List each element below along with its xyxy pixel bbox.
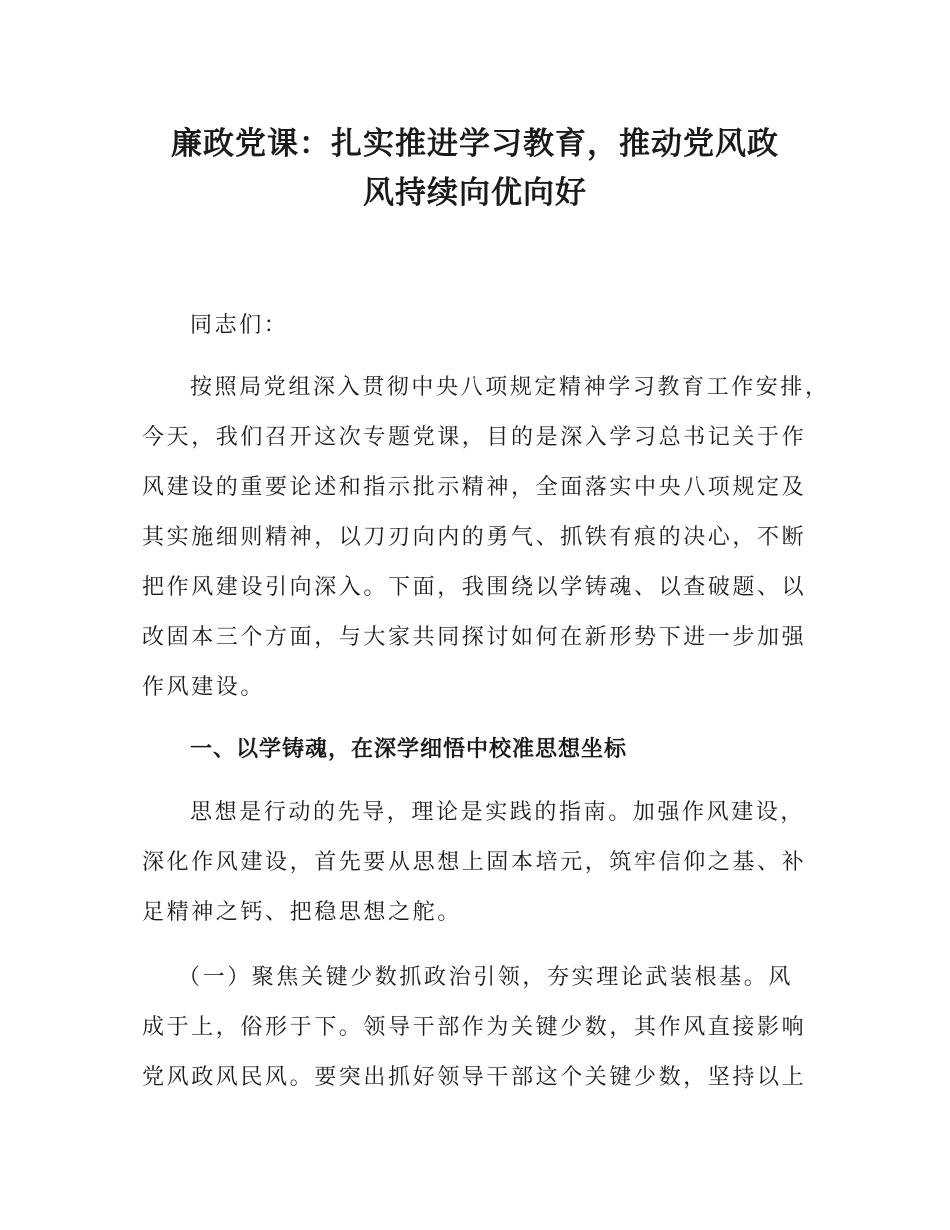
paragraph-1-line-7: 作风建设。 bbox=[142, 675, 266, 700]
paragraph-3-line-1: （一）聚焦关键少数抓政治引领，夯实理论武装根基。风 bbox=[178, 965, 794, 990]
paragraph-1-line-6: 改固本三个方面，与大家共同探讨如何在新形势下进一步加强 bbox=[142, 625, 807, 650]
section-heading-1: 一、以学铸魂，在深学细悟中校准思想坐标 bbox=[190, 737, 628, 762]
paragraph-1-line-5: 把作风建设引向深入。下面，我围绕以学铸魂、以查破题、以 bbox=[142, 575, 807, 600]
paragraph-1-line-1: 按照局党组深入贯彻中央八项规定精神学习教育工作安排， bbox=[190, 375, 830, 400]
salutation: 同志们： bbox=[190, 313, 289, 338]
document-title-line-2: 风持续向优向好 bbox=[363, 175, 587, 211]
paragraph-3-line-2: 成于上，俗形于下。领导干部作为关键少数，其作风直接影响 bbox=[142, 1015, 807, 1040]
document-title-line-1: 廉政党课：扎实推进学习教育，推动党风政 bbox=[171, 126, 779, 162]
paragraph-3-line-3: 党风政风民风。要突出抓好领导干部这个关键少数，坚持以上 bbox=[142, 1065, 807, 1090]
paragraph-2-line-1: 思想是行动的先导，理论是实践的指南。加强作风建设， bbox=[190, 800, 806, 825]
paragraph-1-line-2: 今天，我们召开这次专题党课，目的是深入学习总书记关于作 bbox=[142, 425, 807, 450]
paragraph-1-line-3: 风建设的重要论述和指示批示精神，全面落实中央八项规定及 bbox=[142, 475, 807, 500]
paragraph-2-line-3: 足精神之钙、把稳思想之舵。 bbox=[142, 900, 462, 925]
paragraph-2-line-2: 深化作风建设，首先要从思想上固本培元，筑牢信仰之基、补 bbox=[142, 850, 807, 875]
paragraph-1-line-4: 其实施细则精神，以刀刃向内的勇气、抓铁有痕的决心，不断 bbox=[142, 525, 807, 550]
